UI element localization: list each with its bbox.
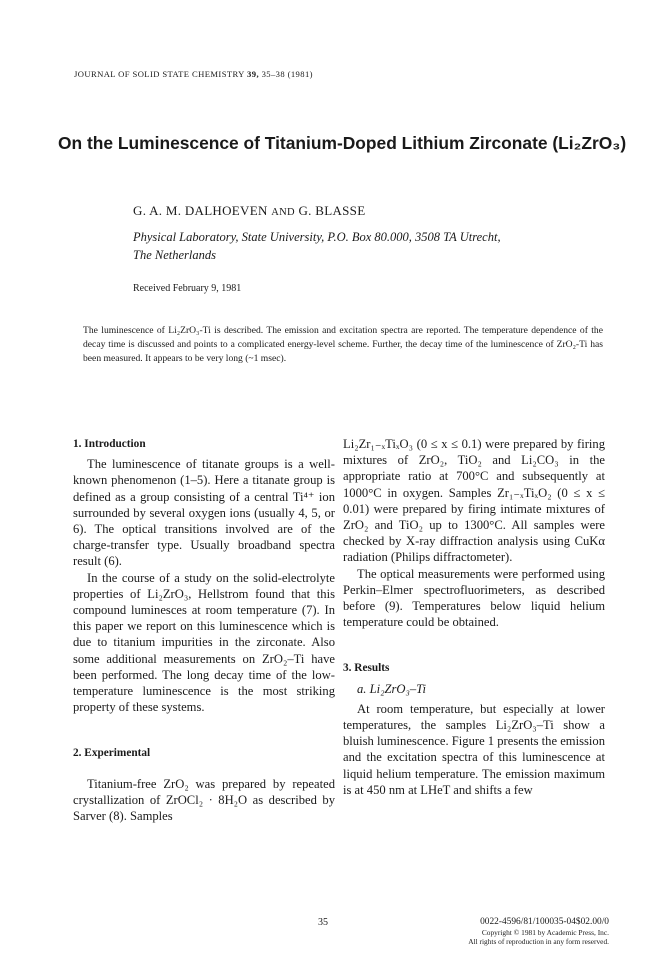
- authors: [133, 203, 365, 219]
- journal-name: JOURNAL OF SOLID STATE CHEMISTRY: [74, 69, 245, 79]
- page-number: 35: [318, 917, 328, 928]
- paragraph: The optical measurements were performed using Perkin–Elmer spectrofluorimeters, as described before (9). Temperatures below liquid helium temperature could be obtained.: [343, 566, 605, 630]
- author-first: G. A. M. DALHOEVEN: [133, 203, 268, 218]
- copyright-footer: [425, 917, 609, 946]
- journal-volume: 39,: [247, 69, 259, 79]
- received-date: Received February 9, 1981: [133, 283, 242, 294]
- paragraph: The luminescence of titanate groups is a well-known phenomenon (1–5). Here a titanate group is defined as a group consisting of a central Ti⁴⁺ ion surrounded by several oxygen ions (usually 4, 5, or 6). The optical transitions involved are of the charge-transfer type. Usually broadband spectra result (6).: [73, 457, 335, 569]
- section-heading-results: 3. Results: [343, 662, 390, 675]
- copyright-line: Copyright © 1981 by Academic Press, Inc.: [481, 928, 609, 937]
- affiliation: [133, 228, 603, 264]
- abstract: The luminescence of Li₂ZrO₃-Ti is described. The emission and excitation spectra are reported. The temperature dependence of the decay time is discussed and points to a complicated energy-level scheme. Further, the decay time of the luminescence of ZrO₂-Ti has been measured. It appears to be very long (~1 msec).: [83, 325, 603, 364]
- article-title: On the Luminescence of Titanium-Doped Lithium Zirconate (Li₂ZrO₃): [58, 133, 627, 153]
- journal-pages-year: 35–38 (1981): [261, 69, 313, 79]
- authors-and: AND: [271, 207, 295, 218]
- section-heading-introduction: 1. Introduction: [73, 438, 146, 450]
- right-column: [343, 436, 605, 798]
- paragraph: In the course of a study on the solid-electrolyte properties of Li₂ZrO₃, Hellstrom found that this compound luminesces at room temperature (7). In this paper we report on this luminescence which is due to titanium impurities in the zirconate. Also some additional measurements on ZrO₂–Ti have been performed. The long decay time of the low-temperature luminescence is the most striking property of these systems.: [73, 570, 335, 715]
- author-second: G. BLASSE: [298, 203, 366, 218]
- article-code: 0022-4596/81/100035-04$02.00/0: [480, 917, 609, 927]
- left-column: [73, 436, 335, 824]
- affiliation-line-2: The Netherlands: [133, 248, 216, 262]
- journal-header: [74, 69, 313, 79]
- paragraph: At room temperature, but especially at lower temperatures, the samples Li₂ZrO₃–Ti show a bluish luminescence. Figure 1 presents the emission and the excitation spectra of this luminescence at liquid helium temperature. The emission maximum is at 450 nm at LHeT and shifts a few: [343, 701, 605, 797]
- affiliation-line-1: Physical Laboratory, State University, P.O. Box 80.000, 3508 TA Utrecht,: [133, 230, 501, 244]
- rights-line: All rights of reproduction in any form reserved.: [468, 937, 609, 946]
- paragraph: Li₂Zr₁₋ₓTiₓO₃ (0 ≤ x ≤ 0.1) were prepared by firing mixtures of ZrO₂, TiO₂ and Li₂CO₃ in the appropriate ratio at 700°C and subsequently at 1000°C in oxygen. Samples Zr₁₋ₓTiₓO₂ (0 ≤ x ≤ 0.01) were prepared by firing intimate mixtures of ZrO₂ and TiO₂ up to 1300°C. All samples were checked by X-ray diffraction analysis using CuKα radiation (Philips diffractometer).: [343, 437, 605, 565]
- paragraph: Titanium-free ZrO₂ was prepared by repeated crystallization of ZrOCl₂ · 8H₂O as described by Sarver (8). Samples: [73, 776, 335, 824]
- subsection-heading: a. Li₂ZrO₃–Ti: [357, 681, 426, 696]
- section-heading-experimental: 2. Experimental: [73, 747, 151, 760]
